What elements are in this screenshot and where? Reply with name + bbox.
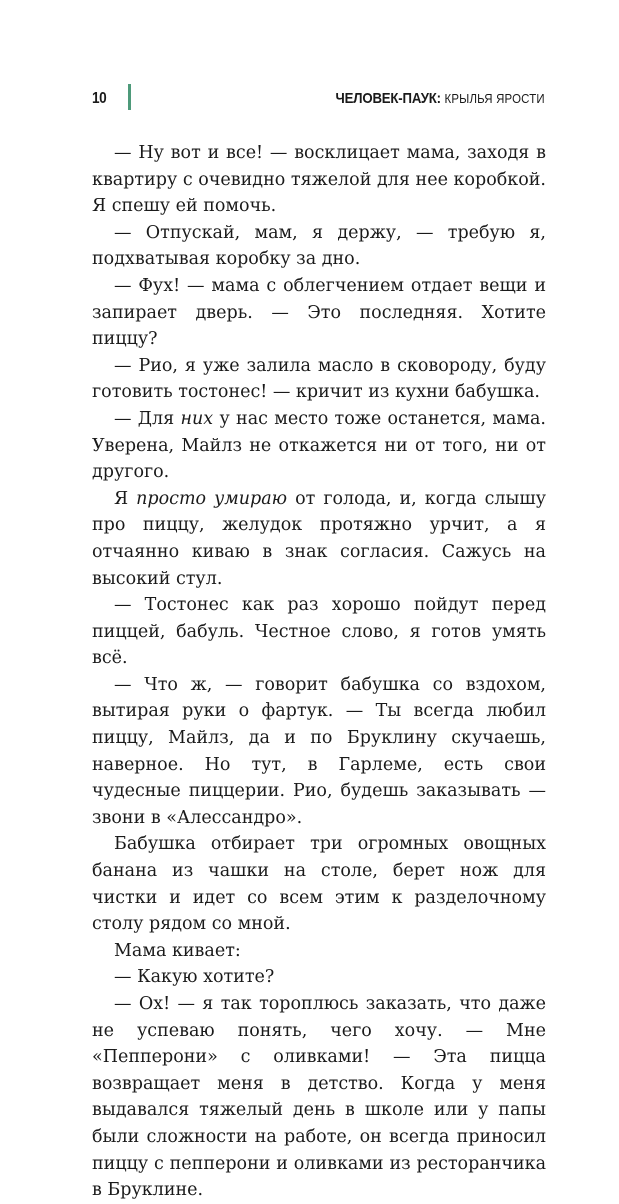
paragraph-text: от голода, и, когда слышу про пиццу, желудок протяжно урчит, а я отчаянно киваю в знак согласия. Сажусь на высокий стул. xyxy=(92,488,546,589)
paragraph-text: — Для xyxy=(114,408,181,429)
paragraph: — Тостонес как раз хорошо пойдут перед пиццей, бабуль. Честное слово, я готов умять всё. xyxy=(92,595,546,669)
emphasis-text: просто умираю xyxy=(136,488,288,509)
paragraph-text: у нас место тоже останется, мама. Уверена, Майлз не откажется ни от того, ни от другого. xyxy=(92,408,546,483)
header-divider xyxy=(128,84,131,110)
paragraph: Мама кивает: xyxy=(114,940,241,961)
emphasis-text: них xyxy=(180,408,214,429)
paragraph: — Рио, я уже залила масло в сковороду, буду готовить тостонес! — кричит из кухни бабушка. xyxy=(92,355,546,403)
running-header xyxy=(92,84,545,112)
paragraph: — Ох! — я так тороплюсь заказать, что даже не успеваю понять, чего хочу. — Мне «Пепперони» с оливками! — Эта пицца возвращает меня в детство. Когда у меня выдавался тяжелый день в школе или у папы были сложности на работе, он всегда приносил пиццу с пепперони и оливками из ресторанчика в Бруклине. xyxy=(92,994,546,1201)
page-number: 10 xyxy=(92,90,107,107)
paragraph: Бабушка отбирает три огромных овощных банана из чашки на столе, берет нож для чистки и идет со всем этим к разделочному столу рядом со мной. xyxy=(92,834,546,935)
book-title: ЧЕЛОВЕК-ПАУК xyxy=(335,90,437,107)
paragraph: — Ну вот и все! — восклицает мама, заходя в квартиру с очевидно тяжелой для нее коробкой. Я спешу ей помочь. xyxy=(92,143,546,217)
paragraph xyxy=(92,406,546,486)
paragraph: — Что ж, — говорит бабушка со вздохом, вытирая руки о фартук. — Ты всегда любил пиццу, Майлз, да и по Бруклину скучаешь, наверное. Но тут, в Гарлеме, есть свои чудесные пиццерии. Рио, будешь заказывать — звони в «Алессандро». xyxy=(92,674,546,828)
paragraph-text: Я xyxy=(114,488,137,509)
title-colon: : xyxy=(436,90,442,107)
running-title xyxy=(336,90,545,107)
paragraph: — Фух! — мама с облегчением отдает вещи и запирает дверь. — Это последняя. Хотите пиццу? xyxy=(92,275,546,350)
paragraph xyxy=(92,486,546,592)
paragraph: — Отпускай, мам, я держу, — требую я, подхватывая коробку за дно. xyxy=(92,222,546,270)
book-subtitle: КРЫЛЬЯ ЯРОСТИ xyxy=(444,91,545,106)
body-text xyxy=(92,140,546,1204)
paragraph: — Какую хотите? xyxy=(114,967,275,988)
